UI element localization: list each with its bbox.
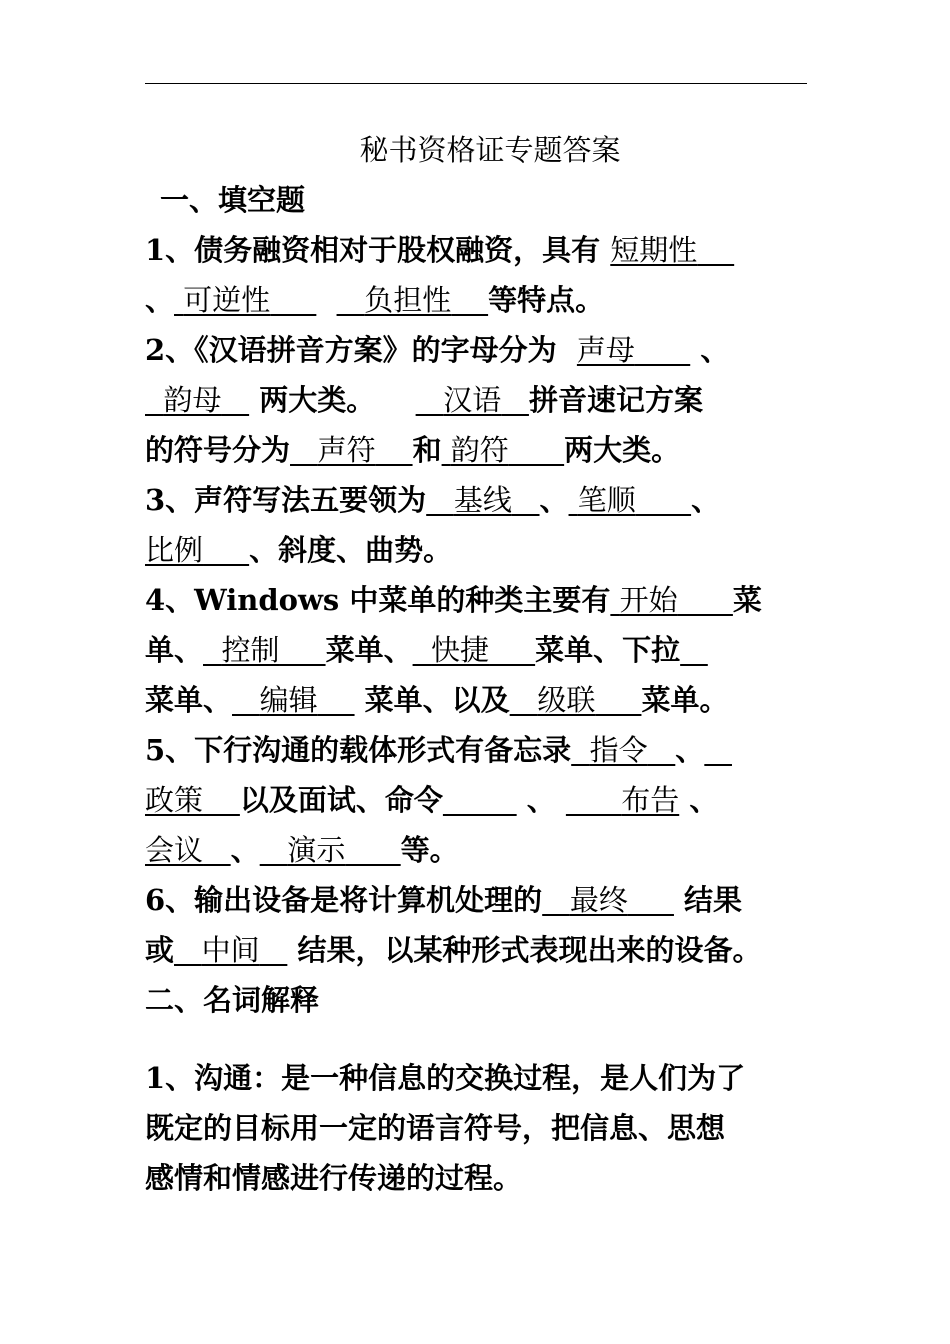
answer-blank: 级联 [537, 683, 596, 717]
question-5-line-1: 5、下行沟通的载体形式有备忘录 指令 、 [145, 730, 835, 770]
answer-blank: 布告 [621, 783, 680, 817]
question-4-line-1: 4、Windows 中菜单的种类主要有 开始 菜 [145, 583, 762, 617]
question-5-line-3: 会议 、 演示 等。 [145, 833, 459, 867]
answer-blank: 比例 [145, 533, 204, 567]
answer-blank [443, 783, 517, 817]
question-2-line-3: 的符号分为 声符 和 韵符 两大类。 [145, 433, 681, 467]
answer-blank: 韵符 [450, 433, 509, 467]
definition-line: 1、沟通：是一种信息的交换过程，是人们为了 [145, 1061, 746, 1095]
question-2-line-1: 2、《汉语拼音方案》的字母分为 声母 、 [145, 333, 730, 367]
answer-blank: 会议 [145, 833, 204, 867]
question-6-line-2: 或 中间 结果，以某种形式表现出来的设备。 [145, 933, 762, 967]
answer-blank: 汉语 [443, 383, 502, 417]
answer-blank: 编辑 [259, 683, 318, 717]
header-rule [145, 83, 807, 84]
answer-blank: 负担性 [364, 283, 452, 317]
page-title: 秘书资格证专题答案 [359, 133, 621, 167]
question-4-line-3: 菜单、 编辑 菜单、以及 级联 菜单。 [145, 683, 729, 717]
answer-blank: 声符 [317, 433, 376, 467]
answer-blank: 可逆性 [183, 283, 271, 317]
answer-blank [704, 733, 732, 767]
question-1-line-2: 、 可逆性 负担性 等特点。 [145, 283, 605, 317]
answer-blank: 短期性 [610, 233, 698, 267]
answer-blank: 指令 [589, 733, 648, 767]
answer-blank [680, 633, 708, 667]
question-1-line-1: 1、债务融资相对于股权融资，具有 短期性 [145, 230, 835, 270]
answer-blank: 最终 [569, 883, 628, 917]
section-heading-terms: 二、名词解释 [145, 983, 320, 1017]
question-3-line-1: 3、声符写法五要领为 基线 、 笔顺 、 [145, 483, 721, 517]
question-4-line-2: 单、 控制 菜单、 快捷 菜单、下拉 [145, 630, 835, 670]
question-3-line-2: 比例 、斜度、曲势。 [145, 533, 453, 567]
question-6-line-1: 6、输出设备是将计算机处理的 最终 结果 [145, 883, 743, 917]
answer-blank: 政策 [145, 783, 204, 817]
answer-blank: 演示 [287, 833, 346, 867]
answer-blank: 快捷 [431, 633, 490, 667]
definition-line: 感情和情感进行传递的过程。 [145, 1161, 523, 1195]
answer-blank: 声母 [576, 333, 635, 367]
answer-blank: 韵母 [163, 383, 222, 417]
answer-blank: 基线 [453, 483, 512, 517]
section-heading-fill-blank: 一、填空题 [160, 183, 306, 217]
answer-blank: 控制 [221, 633, 280, 667]
answer-blank: 中间 [201, 933, 260, 967]
answer-blank: 笔顺 [577, 483, 636, 517]
answer-blank: 开始 [619, 583, 678, 617]
question-5-line-2: 政策 以及面试、命令 、 布告 、 [145, 783, 719, 817]
definition-line: 既定的目标用一定的语言符号，把信息、思想 [145, 1111, 726, 1145]
question-2-line-2: 韵母 两大类。 汉语 拼音速记方案 [145, 380, 835, 420]
